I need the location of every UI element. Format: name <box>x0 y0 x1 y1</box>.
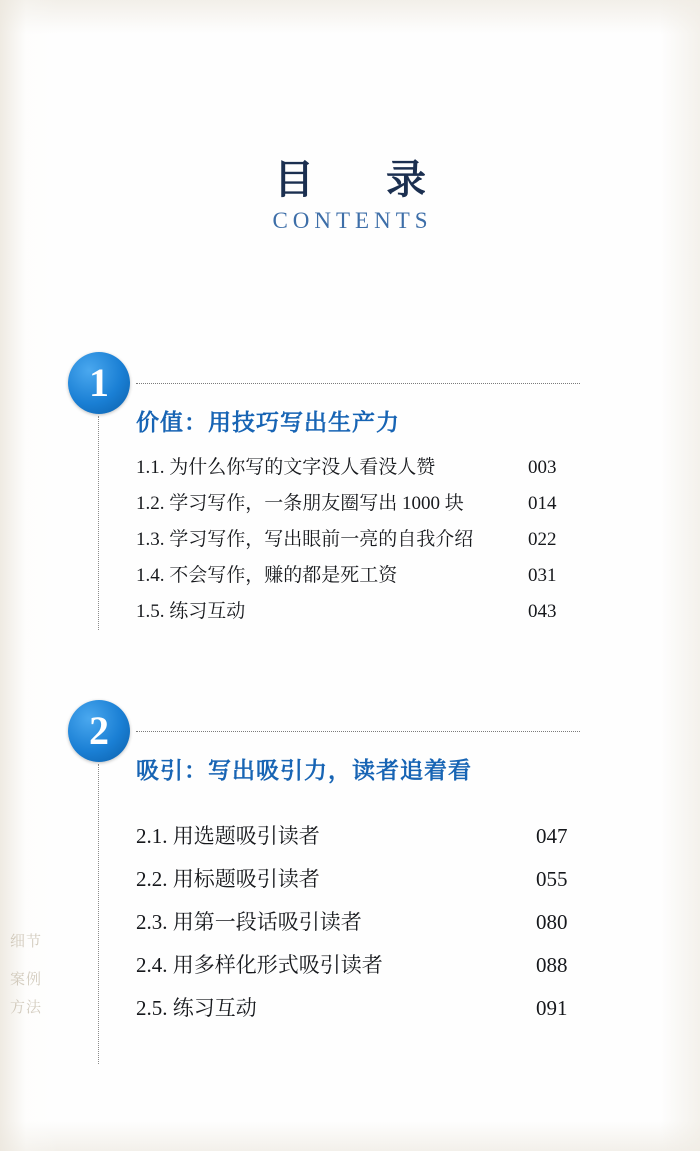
margin-mark: 案例 <box>10 972 43 988</box>
toc-entry[interactable] <box>136 820 580 863</box>
toc-title-block <box>0 158 700 234</box>
toc-entry-label: 1.5. 练习互动 <box>136 601 246 622</box>
toc-entry-page: 022 <box>528 529 557 550</box>
toc-entry-page: 047 <box>536 824 568 848</box>
toc-entry-page: 043 <box>528 601 557 622</box>
toc-entry[interactable] <box>136 488 568 524</box>
toc-entry-page: 003 <box>528 457 557 478</box>
toc-entry[interactable] <box>136 949 580 992</box>
chapter-title-2: 吸引：写出吸引力，读者追着看 <box>136 758 472 783</box>
toc-entry-label: 1.2. 学习写作，一条朋友圈写出 1000 块 <box>136 493 464 514</box>
toc-entry[interactable] <box>136 560 568 596</box>
toc-entry-page: 080 <box>536 910 568 934</box>
toc-entry[interactable] <box>136 596 568 632</box>
toc-entry-label: 2.3. 用第一段话吸引读者 <box>136 910 362 934</box>
toc-entry-page: 088 <box>536 953 568 977</box>
chapter-rule-2 <box>136 731 580 732</box>
toc-entry-label: 2.2. 用标题吸引读者 <box>136 867 320 891</box>
toc-entry-label: 2.5. 练习互动 <box>136 996 257 1020</box>
toc-entry-page: 055 <box>536 867 568 891</box>
margin-mark: 方法 <box>10 1000 43 1016</box>
chapter-number-badge-2: 2 <box>68 700 130 762</box>
chapter-title-1: 价值：用技巧写出生产力 <box>136 410 400 435</box>
page-title: 目 录 <box>274 157 442 202</box>
toc-entry[interactable] <box>136 452 568 488</box>
chapter-rule-1 <box>136 383 580 384</box>
chapter-number-badge-1: 1 <box>68 352 130 414</box>
toc-entry[interactable] <box>136 992 580 1035</box>
chapter-vertical-rule-2 <box>98 764 99 1064</box>
toc-entry-label: 1.1. 为什么你写的文字没人看没人赞 <box>136 457 436 478</box>
toc-entry-label: 1.4. 不会写作，赚的都是死工资 <box>136 565 398 586</box>
page-subtitle: CONTENTS <box>272 208 433 233</box>
toc-entry-page: 014 <box>528 493 557 514</box>
margin-mark: 细节 <box>10 934 43 950</box>
toc-entry-page: 031 <box>528 565 557 586</box>
chapter-entries-1 <box>136 452 568 632</box>
toc-entry[interactable] <box>136 524 568 560</box>
toc-entry[interactable] <box>136 906 580 949</box>
chapter-vertical-rule-1 <box>98 416 99 630</box>
chapter-entries-2 <box>136 820 580 1035</box>
toc-entry[interactable] <box>136 863 580 906</box>
toc-entry-label: 1.3. 学习写作，写出眼前一亮的自我介绍 <box>136 529 474 550</box>
toc-entry-label: 2.1. 用选题吸引读者 <box>136 824 320 848</box>
toc-entry-label: 2.4. 用多样化形式吸引读者 <box>136 953 383 977</box>
toc-entry-page: 091 <box>536 996 568 1020</box>
